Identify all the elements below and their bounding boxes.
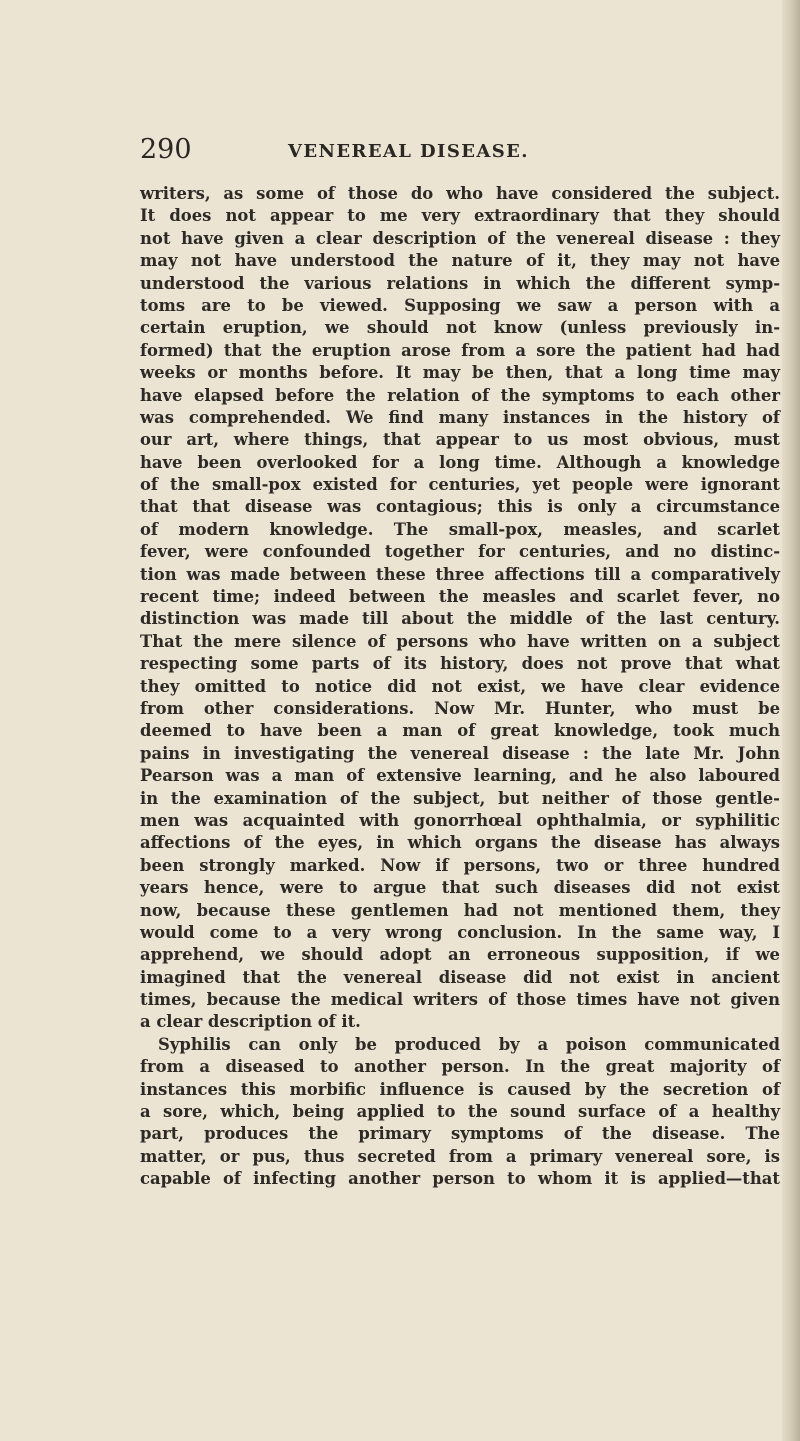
text-line: instances this morbific influence is caused by the secretion of xyxy=(140,1079,780,1099)
text-line: of modern knowledge. The small-pox, measles, and scarlet xyxy=(140,519,780,539)
text-line: from other considerations. Now Mr. Hunter, who must be xyxy=(140,698,780,718)
text-line: that that disease was contagious; this is only a circumstance xyxy=(140,497,780,517)
text-line: have been overlooked for a long time. Although a knowledge xyxy=(140,452,780,472)
text-line: a clear description of it. xyxy=(140,1012,361,1032)
body-text xyxy=(140,183,780,1191)
text-line: have elapsed before the relation of the symptoms to each other xyxy=(140,385,780,405)
text-line: Syphilis can only be produced by a poison communicated xyxy=(158,1034,780,1054)
page-edge-shadow xyxy=(782,0,800,1441)
running-title: VENEREAL DISEASE. xyxy=(288,141,529,162)
text-line: apprehend, we should adopt an erroneous supposition, if we xyxy=(140,945,780,965)
text-line: from a diseased to another person. In the great majority of xyxy=(140,1057,780,1077)
text-line: been strongly marked. Now if persons, two or three hundred xyxy=(140,855,780,875)
text-line: now, because these gentlemen had not mentioned them, they xyxy=(140,900,780,920)
text-line: deemed to have been a man of great knowledge, took much xyxy=(140,721,780,741)
text-line: part, produces the primary symptoms of the disease. The xyxy=(140,1124,780,1144)
text-line: was comprehended. We find many instances in the history of xyxy=(140,407,780,427)
text-line: may not have understood the nature of it, they may not have xyxy=(140,251,780,271)
text-line: That the mere silence of persons who have written on a subject xyxy=(140,631,780,651)
text-line: respecting some parts of its history, does not prove that what xyxy=(140,654,780,674)
text-line: times, because the medical writers of those times have not given xyxy=(140,990,780,1010)
text-line: capable of infecting another person to whom it is applied—that xyxy=(140,1169,780,1189)
text-line: pains in investigating the venereal disease : the late Mr. John xyxy=(140,743,780,763)
text-line: distinction was made till about the middle of the last century. xyxy=(140,609,780,629)
text-line: Pearson was a man of extensive learning, and he also laboured xyxy=(140,766,780,786)
text-line: in the examination of the subject, but neither of those gentle- xyxy=(140,788,780,808)
text-line: tion was made between these three affections till a comparatively xyxy=(140,564,780,584)
page-number: 290 xyxy=(140,134,192,165)
text-line: our art, where things, that appear to us most obvious, must xyxy=(140,430,780,450)
page-header xyxy=(140,134,780,168)
text-line: of the small-pox existed for centuries, yet people were ignorant xyxy=(140,475,780,495)
text-line: recent time; indeed between the measles and scarlet fever, no xyxy=(140,587,780,607)
text-line: not have given a clear description of the venereal disease : they xyxy=(140,228,780,248)
text-line: writers, as some of those do who have considered the subject. xyxy=(140,184,780,203)
text-line: understood the various relations in which the different symp- xyxy=(140,273,780,293)
text-line: certain eruption, we should not know (unless previously in- xyxy=(140,318,780,338)
text-line: formed) that the eruption arose from a sore the patient had had xyxy=(140,340,780,360)
text-line: a sore, which, being applied to the sound surface of a healthy xyxy=(140,1102,780,1122)
text-line: fever, were confounded together for centuries, and no distinc- xyxy=(140,542,780,562)
text-line: affections of the eyes, in which organs the disease has always xyxy=(140,833,780,853)
text-line: they omitted to notice did not exist, we have clear evidence xyxy=(140,676,780,696)
text-line: It does not appear to me very extraordinary that they should xyxy=(140,206,780,226)
text-line: toms are to be viewed. Supposing we saw a person with a xyxy=(140,295,780,315)
text-line: years hence, were to argue that such diseases did not exist xyxy=(140,878,780,898)
text-line: matter, or pus, thus secreted from a primary venereal sore, is xyxy=(140,1146,780,1166)
text-line: would come to a very wrong conclusion. In the same way, I xyxy=(140,922,780,942)
text-line: imagined that the venereal disease did not exist in ancient xyxy=(140,967,780,987)
text-line: weeks or months before. It may be then, that a long time may xyxy=(140,363,780,383)
text-line: men was acquainted with gonorrhœal ophthalmia, or syphilitic xyxy=(140,810,780,830)
